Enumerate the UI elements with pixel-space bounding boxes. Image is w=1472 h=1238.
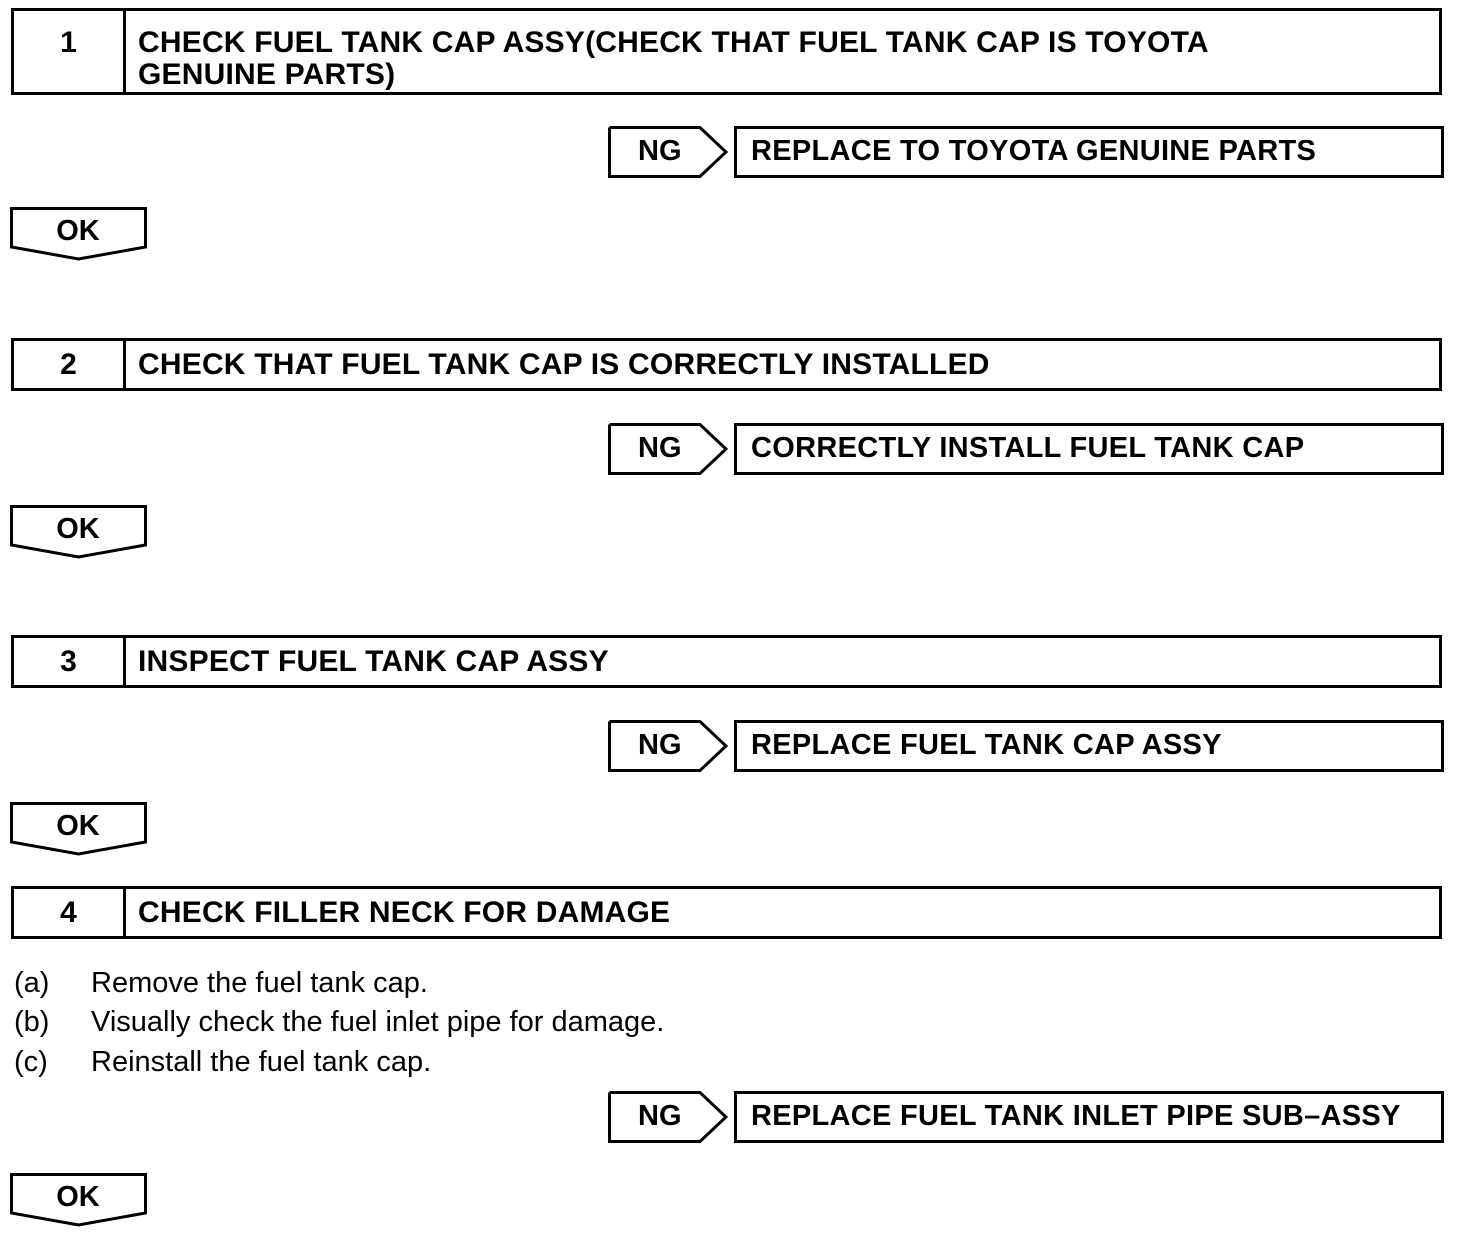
step-title [126,11,1439,92]
ok-label: OK [56,215,100,247]
ng-branch-arrow [608,126,728,178]
substep-a [14,966,428,1000]
step-number: 2 [14,341,126,388]
substep-c [14,1045,431,1079]
ng-action-box: REPLACE FUEL TANK CAP ASSY [734,720,1444,772]
ng-branch-arrow [608,423,728,475]
step-title-line: GENUINE PARTS) [138,58,396,91]
step-title [126,638,1439,685]
step-title [126,889,1439,936]
substep-b [14,1005,664,1039]
step-title [126,341,1439,388]
substep-label: (a) [14,967,50,999]
step-title-line: INSPECT FUEL TANK CAP ASSY [138,645,609,678]
ok-branch-arrow [10,505,150,557]
ng-branch-arrow [608,720,728,772]
step-title-line: CHECK THAT FUEL TANK CAP IS CORRECTLY INSTALLED [138,348,990,381]
step-number: 3 [14,638,126,685]
ok-branch-arrow [10,1173,150,1225]
step-2-box [11,338,1442,391]
ng-action-box: REPLACE TO TOYOTA GENUINE PARTS [734,126,1444,178]
substep-label: (c) [14,1046,48,1078]
step-number: 1 [14,11,126,92]
step-number: 4 [14,889,126,936]
ng-action-box: REPLACE FUEL TANK INLET PIPE SUB–ASSY [734,1091,1444,1143]
ok-label: OK [56,513,100,545]
step-3-box [11,635,1442,688]
ng-branch-arrow [608,1091,728,1143]
substep-text: Reinstall the fuel tank cap. [91,1046,432,1078]
substep-label: (b) [14,1006,50,1038]
ng-label: NG [638,135,682,167]
ng-action-box: CORRECTLY INSTALL FUEL TANK CAP [734,423,1444,475]
step-title-line: CHECK FUEL TANK CAP ASSY(CHECK THAT FUEL TANK CAP IS TOYOTA [138,26,1209,59]
step-1-box [11,8,1442,95]
step-4-box [11,886,1442,939]
ng-label: NG [638,1100,682,1132]
ok-branch-arrow [10,207,150,259]
ok-branch-arrow [10,802,150,854]
step-title-line: CHECK FILLER NECK FOR DAMAGE [138,896,671,929]
ok-label: OK [56,1181,100,1213]
ok-label: OK [56,810,100,842]
substep-text: Remove the fuel tank cap. [91,967,428,999]
ng-label: NG [638,729,682,761]
substep-text: Visually check the fuel inlet pipe for damage. [91,1006,665,1038]
ng-label: NG [638,432,682,464]
